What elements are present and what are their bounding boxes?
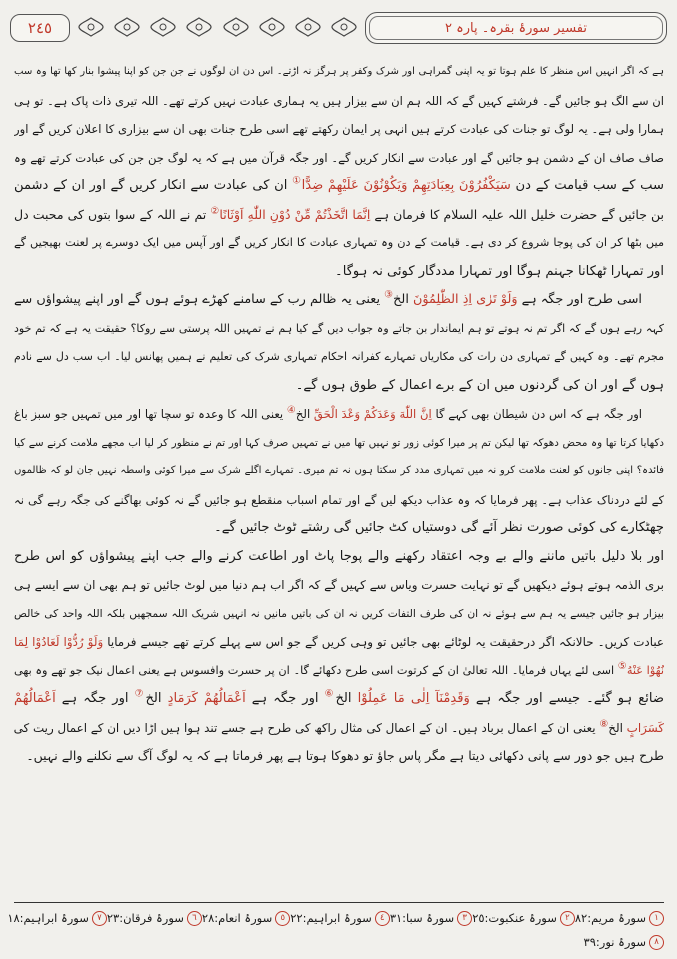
text-line [14,258,664,287]
text-line [14,400,664,429]
header-ornament-band [76,15,359,39]
text-run: یعنی اللہ کا وعدہ تو سچا تھا اور میں تمہیں جو سبز باغ [14,407,287,421]
footnote-number: ١ [649,911,664,926]
ornament-icon [148,16,178,38]
text-line [14,58,664,87]
text-run: فائدہ؟ اپنی جانوں کو لعنت ملامت کرو نہ میں تمہاری مدد کر سکتا ہوں نہ تم میری۔ تمہارے اگلے شرک سے میرا کوئی واسطہ نہیں جان لو کہ ظالموں [14,465,664,476]
text-line [14,628,664,657]
quran-quote: كَسَرَابٍ [626,720,664,735]
footnote-marker: ① [291,175,302,187]
text-run: کہہ رہے ہوں گے کہ اگر تم نہ ہوتے تو ہم ایماندار بن جاتے وہ جواب دیں گے کیا ہم نے تمہیں اللہ پرستی سے روکا؟ حقیقت یہ ہے کہ تم خود [14,321,664,335]
footnote-ref: سورۂ نور:٣٩ [583,935,646,949]
text-line [14,172,664,201]
text-line [14,742,664,771]
footnote-item [107,906,202,930]
text-run: ہوں گے اور ان کی گردنوں میں ان کے برے اعمال کے طوق ہوں گے۔ [295,377,664,393]
footnote-ref: سورۂ ابراہیم:١٨ [7,911,89,925]
text-line [14,571,664,600]
text-run: یعنی ان کے اعمال برباد ہیں۔ ان کے اعمال کی مثال راکھ کی طرح ہے جسے تند ہوا ہیں اڑا دیں ان کے اعمال ریت کی [14,720,600,735]
footnote-number: ٧ [92,911,107,926]
footnote-ref: سورۂ مریم:٨٢ [574,911,646,925]
text-run: الخ [608,720,627,735]
text-run: دکھایا کرتا تھا وہ محض دھوکہ تھا لیکن تم پر میرا کوئی زور تو نہیں تھا میں نے تمہیں صرف کہا اور تم نے منظور کر لیا اب مجھے ملامت کرنے سے کیا [14,436,664,449]
page-header [10,8,667,46]
text-line [14,87,664,116]
footnote-ref: سورۂ ابراہیم:٢٢ [290,911,372,925]
footnote-ref: سورۂ انعام:٢٨ [201,911,273,925]
text-line [14,286,664,315]
footnote-marker: ③ [384,289,394,301]
text-run: ہمارا ولی ہے۔ یہ لوگ تو جنات کی عبادت کرتے ہیں انہی پر ایمان رکھتے تھے اسی طرح جنات بھی ان سے بیزاری کا اعلان کریں گے اور [14,122,664,136]
text-line [14,600,664,629]
text-run: یعنی یہ ظالم رب کے سامنے کھڑے ہوئے ہوں گے اور اپنے پیشواؤں سے [14,292,385,307]
ornament-icon [293,16,323,38]
text-run: کے لئے دردناک عذاب ہے۔ پھر فرمایا کہ وہ عذاب دیکھ لیں گے اور تمام اسباب منقطع ہو جائیں گے نہ کوئی بھاگنے کی جگہ رہے گی نہ [14,492,664,507]
text-line [14,685,664,714]
footnote-ref: سورۂ فرقان:٢٣ [106,911,184,925]
footnote-item [202,906,290,930]
quran-quote: وَلَوْ تَرٰى اِذِ الظّٰلِمُوْنَ [413,292,518,307]
running-title-frame [365,12,667,44]
text-run: اور تمہارا ٹھکانا جہنم ہوگا اور تمہارا مددگار کوئی نہ ہوگا۔ [335,263,664,279]
text-run: عبادت کریں۔ حالانکہ اگر درحقیقت یہ لوٹائے بھی جائیں تو وہی کریں گے جو اس سے پہلے کرتے تھے جیسے فرمایا [103,635,664,649]
footnote-item [584,930,664,954]
ornament-icon [221,16,251,38]
text-run: الخ [393,292,414,307]
page-number: ٢٤٥ [27,19,53,37]
text-line [14,115,664,144]
quran-quote: سَيَكْفُرُوْنَ بِعِبَادَتِهِمْ وَيَكُوْنُوْنَ عَلَيْهِمْ ضِدًّا [301,178,511,193]
footnote-number: ٦ [187,911,202,926]
text-run: اور بلا دلیل باتیں ماننے والے بے وجہ اعتقاد رکھنے والے پوجا پاٹ اور اطاعت کرنے والے جب اپنے پیشواؤں کو اس طرح [14,548,664,564]
ornament-icon [329,16,359,38]
footnote-item [290,906,390,930]
footnote-number: ٥ [275,911,290,926]
text-run: اسی لئے یہاں فرمایا۔ اللہ تعالیٰ ان کے کرتوت اسی طرح دکھائے گا۔ ان پر حسرت وافسوس ہے یعنی اعمال نیک جو تھے وہ بھی [14,663,618,677]
text-line [14,429,664,458]
text-run: ہے کہ اگر انہیں اس منظر کا علم ہوتا تو یہ اپنی گمراہی اور شرک وکفر پر ہرگز نہ اڑتے۔ اس دن ان لوگوں نے جن جن کو اپنا پیشوا بنار کھا تھا وہ سب [14,66,664,77]
text-run: چھٹکارے کی کوئی صورت نظر آئے گی دوستیاں کٹ جائیں گی رشتے ٹوٹ جائیں گے۔ [214,520,664,535]
quran-quote: وَقَدِمْنَآ اِلٰى مَا عَمِلُوْا [357,691,470,706]
footnote-marker: ⑥ [324,688,336,700]
text-run: مجرم تھے۔ وہ کہیں گے تمہاری دن رات کی مکاریاں تمہارے کفرانہ احکام تمہاری شرک کی تعلیم نے ہمیں پھانس لیا۔ اب سب دل سے نادم [14,350,664,363]
text-line [14,514,664,543]
text-line [14,201,664,230]
text-line [14,229,664,258]
footnote-marker: ④ [286,405,296,417]
text-run: اور جگہ ہے [245,691,325,706]
text-line [14,144,664,173]
footnote-marker: ② [210,205,220,217]
footnote-number: ٢ [560,911,575,926]
text-run: طرح ہیں جو دور سے پانی دکھائی دیتا ہے مگر پاس جاؤ تو دھوکا ہوتا ہے پھر فرماتا ہے کہ یہ لوگ آگ سے نکلنے والے نہیں۔ [26,748,664,763]
page-number-frame [10,14,70,42]
text-run: اور جگہ ہے کہ اس دن شیطان بھی کہے گا [431,407,643,421]
footnote-row [7,906,664,930]
text-run: اور جگہ ہے [55,691,135,706]
footnote-marker: ⑧ [599,718,609,730]
ornament-icon [112,16,142,38]
footnote-item [390,906,472,930]
text-run: الخ [145,691,168,706]
text-line [14,714,664,743]
footnote-marker: ⑤ [617,660,627,672]
footnote-divider [14,902,664,903]
footnote-item [472,906,575,930]
text-run: صاف صاف ان کے دشمن ہو جائیں گے اور عبادت سے انکار کریں گے۔ اور جگہ قرآن میں ہے کہ یہ لوگ جن جن کی عبادت کرتے تھے وہ [14,150,664,165]
footnote-ref: سورۂ سبا:٣١ [389,911,455,925]
footnote-row [14,930,664,954]
quran-quote: اِنَّمَا اتَّخَذْتُمْ مِّنْ دُوْنِ اللّٰهِ اَوْثَانًا [219,206,371,222]
footnote-number: ٤ [375,911,390,926]
text-line [14,543,664,572]
quran-quote: نُهُوْا عَنْهُ [626,663,664,677]
text-run: اسی طرح اور جگہ ہے [517,292,642,307]
text-run: ان سے الگ ہو جائیں گے۔ فرشتے کہیں گے کہ اللہ ہم ان سے بیزار ہیں یہ ہماری عبادت نہیں کرتے تھے۔ اللہ تیری ذات پاک ہے۔ تو ہی [14,93,664,108]
text-run: بیزار ہو جائیں جیسے یہ ہم سے ہوئے نہ ان کی طرف التفات کریں نہ ان کی باتیں مانیں نہ انہیں شریک اللہ سمجھیں بلکہ اللہ واحد کی خالص [14,606,664,620]
footnote-marker: ⑦ [134,688,146,700]
quran-quote: وَلَوْ رُدُّوْا لَعَادُوْا لِمَا [14,635,104,649]
text-run: تم نے اللہ کے سوا بتوں کی محبت دل [14,206,211,222]
footnote-number: ٣ [457,911,472,926]
text-line [14,457,664,486]
text-line [14,657,664,686]
footnote-item [7,906,107,930]
ornament-icon [184,16,214,38]
text-run: بن جائیں گے حضرت خلیل اللہ علیہ السلام کا فرمان ہے [370,206,664,222]
text-line [14,343,664,372]
footnotes [7,906,664,954]
footnote-item [575,906,664,930]
footnote-number: ٨ [649,935,664,950]
text-line [14,315,664,344]
text-line [14,486,664,515]
body-text [14,58,664,771]
running-title: تفسیر سورۂ بقرہ۔ پارہ ٢ [445,20,587,36]
text-run: سب کے سب قیامت کے دن [510,178,664,193]
text-run: الخ [295,407,314,421]
text-run: میں بٹھا کر ان کی پوجا شروع کر دی ہے۔ قیامت کے دن وہ تمہاری عبادت کا انکار کریں گے اور آپس میں ایک دوسرے پر لعنت بھیجیں گے [14,236,664,249]
text-run: بری الذمہ ہوتے ہوئے دیکھیں گے تو نہایت حسرت ویاس سے کہیں گے کہ اگر اب ہم دنیا میں لوٹ جائیں تو ہم بھی ان سے ایسے ہی [14,578,664,592]
ornament-icon [257,16,287,38]
text-run: ان کی عبادت سے انکار کریں گے اور ان کے دشمن [14,178,292,193]
text-line [14,372,664,401]
ornament-icon [76,16,106,38]
quran-quote: اَعْمَالُهُمْ [14,691,56,706]
quran-quote: اَعْمَالُهُمْ كَرَمَادٍ [167,691,246,706]
footnote-ref: سورۂ عنکبوت:٢٥ [472,911,557,925]
text-run: الخ [335,691,358,706]
quran-quote: اِنَّ اللّٰهَ وَعَدَكُمْ وَعْدَ الْحَقِّ [313,407,432,421]
text-run: ضائع ہو گئے۔ جیسے اور جگہ ہے [469,691,664,706]
